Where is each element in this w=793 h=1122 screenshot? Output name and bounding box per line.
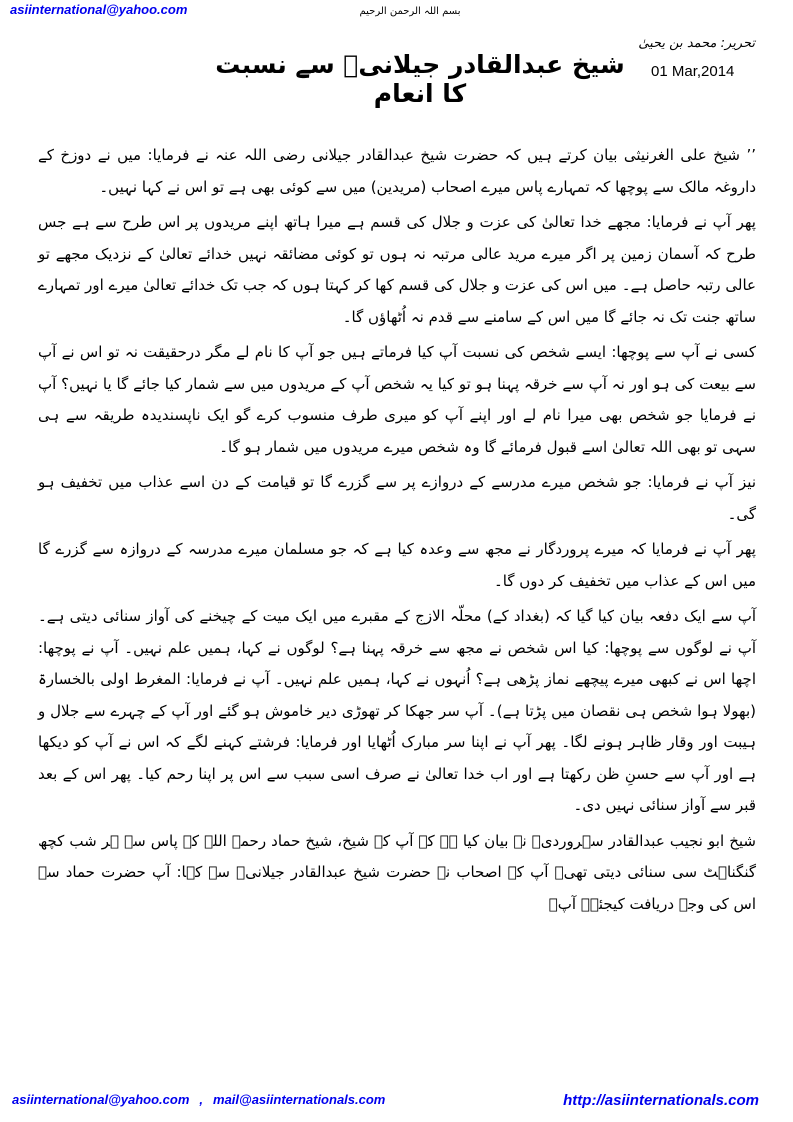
article-title: شیخ عبدالقادر جیلانیؒ سے نسبت کا انعام bbox=[215, 50, 625, 108]
article-date: 01 Mar,2014 bbox=[651, 63, 735, 80]
paragraph: ’’ شیخ علی الغرنیثی بیان کرتے ہیں کہ حضرت شیخ عبدالقادر جیلانی رضی اللہ عنہ نے فرمایا: میں نے دوزخ کے داروغہ مالک سے پوچھا کہ تمہارے پاس میرے اصحاب (مریدین) میں سے کوئی بھی ہے تو اس نے کہا نہیں۔ bbox=[38, 146, 756, 196]
header-email[interactable]: asiinternational@yahoo.com bbox=[10, 2, 188, 17]
article-body bbox=[38, 140, 756, 924]
footer-separator: , bbox=[199, 1092, 204, 1107]
paragraph: کسی نے آپ سے پوچھا: ایسے شخص کی نسبت آپ کیا فرماتے ہیں جو آپ کا نام لے مگر درحقیقت نہ تو اس نے آپ سے بیعت کی ہو اور نہ آپ سے خرقہ پہنا ہو تو کیا یہ شخص آپ کے مریدوں میں سے شمار کیا جائے گا یا نہیں؟ آپ نے فرمایا جو شخص بھی میرا نام لے اور اپنے آپ کو میری طرف منسوب کرے گو ایک ناپسندیدہ طریقہ سے ہی سہی تو بھی اللہ تعالیٰ اسے قبول فرمائے گا وہ شخص میرے مریدوں میں شمار ہو گا۔ bbox=[38, 343, 756, 456]
paragraph: آپ سے ایک دفعہ بیان کیا گیا کہ (بغداد کے) محلّہ الازج کے مقبرے میں ایک میت کے چیخنے کی آواز سنائی دیتی ہے۔ آپ نے لوگوں سے پوچھا: کیا اس شخص نے مجھ سے خرقہ پہنا ہے؟ لوگوں نے کہا، ہمیں علم نہیں۔ آپ نے پوچھا: اچھا اس نے کبھی میرے پیچھے نماز پڑھی ہے؟ اُنہوں نے کہا، ہمیں علم نہیں۔ آپ نے فرمایا: المغرط اولی بالخسارۃ (بھولا ہوا شخص ہی نقصان میں پڑتا ہے)۔ آپ سر جھکا کر تھوڑی دیر خاموش ہو گئے اور آپ کے چہرے سے جلال و ہیبت اور وقار ظاہر ہونے لگا۔ پھر آپ نے اپنا سر مبارک اُٹھایا اور فرمایا: فرشتے کہنے لگے کہ اس نے آپ کو دیکھا ہے اور آپ سے حسنِ ظن رکھتا ہے اور اب خدا تعالیٰ نے صرف اسی سبب سے اس پر اپنا رحم کیا۔ پھر اس کے بعد قبر سے آواز سنائی نہیں دی۔ bbox=[38, 607, 756, 814]
footer-email-mail[interactable]: mail@asiinternationals.com bbox=[213, 1092, 386, 1107]
author-line: تحریر: محمد بن یحییٰ bbox=[638, 36, 755, 51]
bismillah-text: بسم اللہ الرحمن الرحیم bbox=[359, 6, 461, 17]
paragraph: شیخ ابو نجیب عبدالقادر سہروردیؒ نے بیان کیا ہے کہ آپ کے شیخ، شیخ حماد رحمۃ اللہ کے پاس سے ہر شب کچھ گنگناہٹ سی سنائی دیتی تھی۔ آپ کے اصحاب نے حضرت شیخ عبدالقادر جیلانیؒ سے کہا: آپ حضرت حماد سے اس کی وجہ دریافت کیجئے۔ آپؒ bbox=[38, 831, 756, 913]
paragraph: نیز آپ نے فرمایا: جو شخص میرے مدرسے کے دروازے پر سے گزرے گا تو قیامت کے دن اسے عذاب میں تخفیف ہو گی۔ bbox=[38, 473, 756, 523]
footer-emails bbox=[12, 1092, 385, 1107]
footer-website-link[interactable]: http://asiinternationals.com bbox=[563, 1092, 759, 1109]
paragraph: پھر آپ نے فرمایا: مجھے خدا تعالیٰ کی عزت و جلال کی قسم ہے میرا ہاتھ اپنے مریدوں پر اس طرح سے ہے جس طرح کہ آسمان زمین پر اگر میرے مرید عالی مرتبہ نہ ہوں تو کوئی مضائقہ نہیں خدائے تعالیٰ کے نزدیک مجھے تو عالی رتبہ حاصل ہے۔ میں اس کی عزت و جلال کی قسم کھا کر کہتا ہوں کہ جب تک خدائے تعالیٰ میرے اور تمہارے ساتھ جنت تک نہ جائے گا میں اس کے سامنے سے قدم نہ اُٹھاؤں گا۔ bbox=[38, 213, 756, 326]
page-footer bbox=[12, 1092, 781, 1116]
footer-email-yahoo[interactable]: asiinternational@yahoo.com bbox=[12, 1092, 190, 1107]
paragraph: پھر آپ نے فرمایا کہ میرے پروردگار نے مجھ سے وعدہ کیا ہے کہ جو مسلمان میرے مدرسہ کے دروازہ سے گزرے گا میں اس کے عذاب میں تخفیف کر دوں گا۔ bbox=[38, 540, 756, 590]
